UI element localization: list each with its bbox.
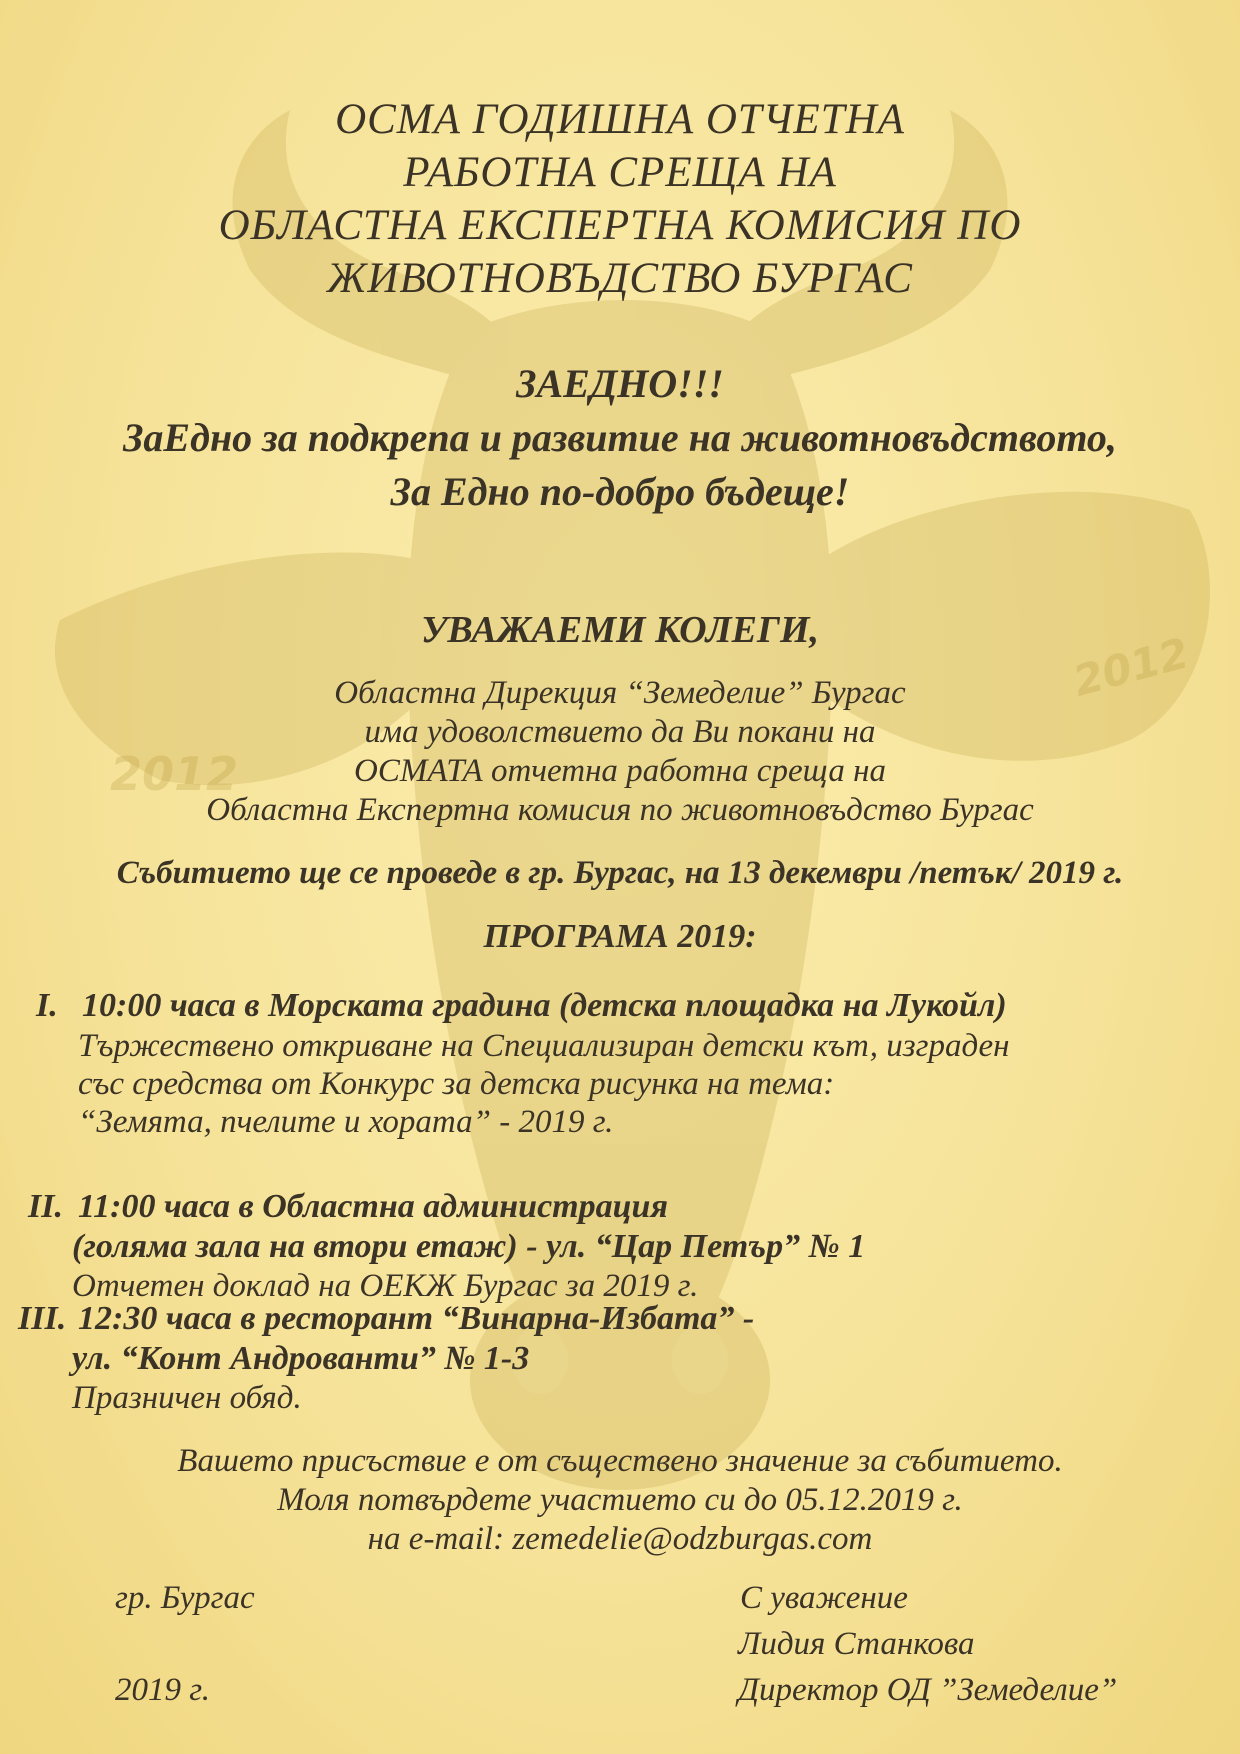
invitation-line-3: ОСМАТА отчетна работна среща на [354,753,886,789]
title-line-1: ОСМА ГОДИШНА ОТЧЕТНА [335,96,905,143]
program-item-1-numeral: I. [36,987,58,1024]
program-item-1-detail-3: “Земята, пчелите и хората” - 2019 г. [78,1104,614,1140]
slogan-line-2: За Едно по-добро бъдеще! [390,469,850,514]
title-line-4: ЖИВОТНОВЪДСТВО БУРГАС [327,255,913,302]
footer-year: 2019 г. [115,1672,210,1708]
closing-line-3[interactable]: на e-mail: zemedelie@odzburgas.com [367,1521,873,1557]
program-item-2-numeral: II. [28,1188,63,1225]
closing-line-1: Вашето присъствие е от съществено значение за събитието. [177,1443,1063,1479]
slogan-headline: ЗАЕДНО!!! [516,361,724,406]
program-item-3-numeral: III. [18,1300,67,1337]
title-line-2: РАБОТНА СРЕЩА НА [403,149,837,196]
program-item-1-detail-1: Тържествено откриване на Специализиран детски кът, изграден [78,1028,1010,1064]
invitation-line-2: има удоволствието да Ви покани на [364,714,876,750]
invitation-line-1: Областна Дирекция “Земеделие” Бургас [334,675,906,711]
program-item-1-detail-2: със средства от Конкурс за детска рисунка на тема: [78,1066,835,1102]
watermark-year-right: 2012 [1068,628,1194,706]
program-heading: ПРОГРАМА 2019: [483,918,757,955]
footer-regards: С уважение [740,1580,908,1616]
program-item-3-headline: 12:30 часа в ресторант “Винарна-Избата” - [78,1300,755,1337]
footer-signatory: Лидия Станкова [738,1626,975,1662]
closing-line-2: Моля потвърдете участието си до 05.12.2019 г. [277,1482,963,1518]
footer-position: Директор ОД ”Земеделие” [738,1672,1118,1708]
program-item-1-headline: 10:00 часа в Морската градина (детска площадка на Лукойл) [82,987,1007,1024]
program-item-3-detail-1: Празничен обяд. [72,1380,302,1416]
program-item-2-detail-1: Отчетен доклад на ОЕКЖ Бургас за 2019 г. [72,1268,699,1304]
invitation-line-4: Областна Експертна комисия по животновъдство Бургас [206,792,1034,828]
title-line-3: ОБЛАСТНА ЕКСПЕРТНА КОМИСИЯ ПО [218,202,1022,249]
slogan-line-1: ЗаЕдно за подкрепа и развитие на животновъдството, [123,415,1117,460]
program-item-3-headline-2: ул. “Конт Андрованти” № 1-3 [72,1340,530,1377]
program-item-2-headline: 11:00 часа в Областна администрация [78,1188,668,1225]
event-line: Събитието ще се проведе в гр. Бургас, на 13 декември /петък/ 2019 г. [116,855,1124,891]
watermark-year-left: 2012 [110,747,239,801]
footer-place: гр. Бургас [115,1580,255,1616]
greeting: УВАЖАЕМИ КОЛЕГИ, [420,609,820,651]
program-item-2-headline-2: (голяма зала на втори етаж) - ул. “Цар Петър” № 1 [72,1228,866,1265]
